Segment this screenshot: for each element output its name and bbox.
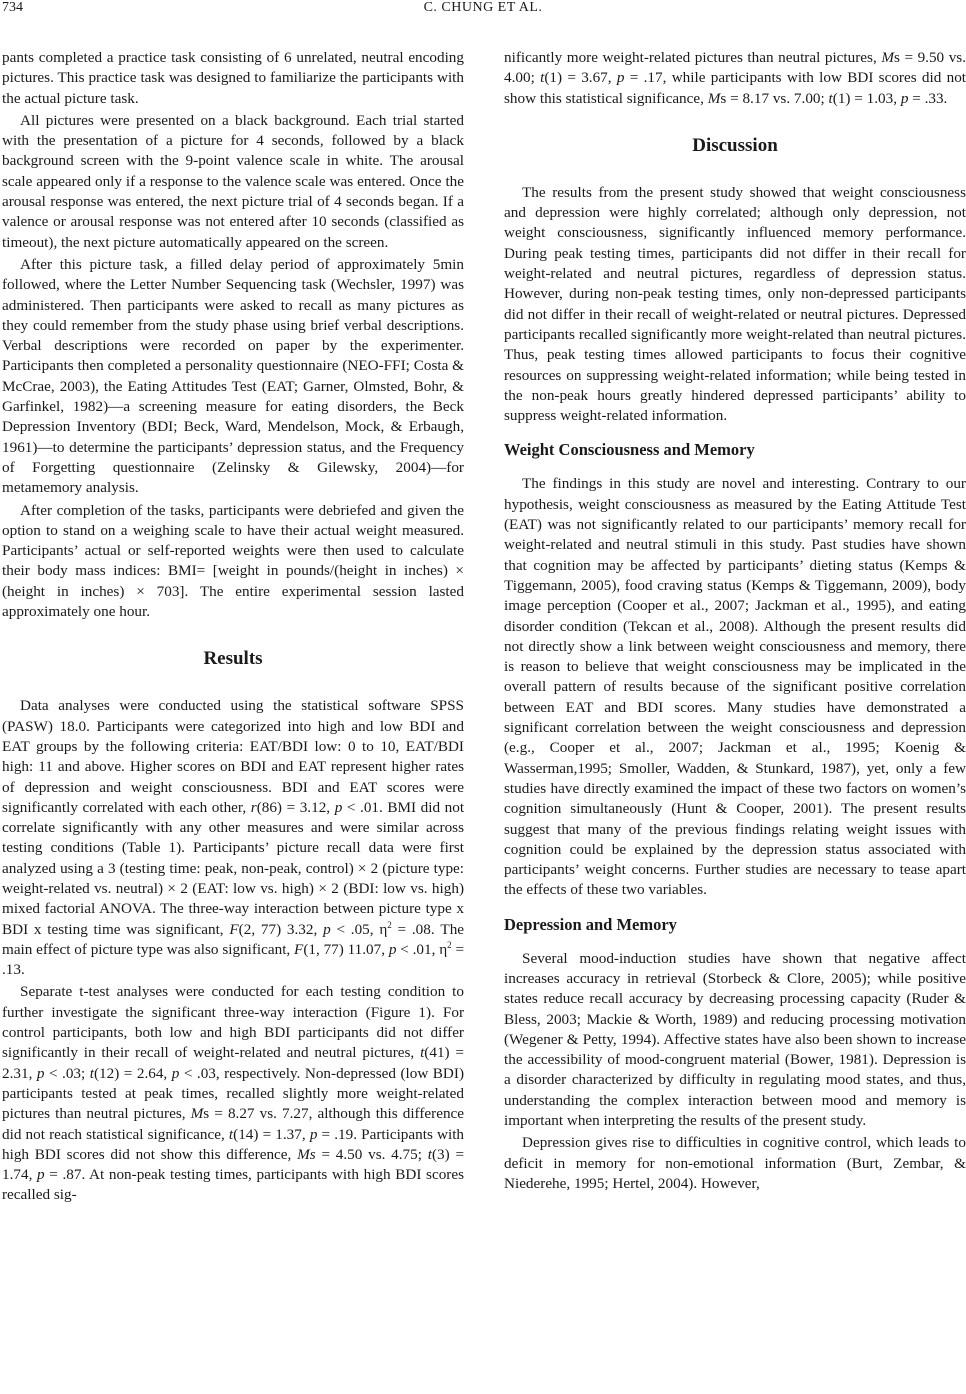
body-paragraph: Several mood-induction studies have shown that negative affect increases accuracy in retrieval (Storbeck & Clore, 2005); while positive states reduce recall accuracy by decreasing processing capacity (Ruder & Bless, 2003; Mackie & Worth, 1989) and reducing processing motivation (Wegener & Petty, 1994). Affective states have also been shown to increase the accessibility of mood-congruent material (Bower, 1981). Depression is a disorder characterized by difficulty in regulating mood states, and thus, understanding the complex interaction between mood and memory is important when interpreting the results of the present study.	[504, 949, 966, 1130]
body-paragraph: All pictures were presented on a black background. Each trial started with the presentation of a picture for 4 seconds, followed by a black background screen with the 9-point valence scale in white. The arousal scale appeared only if a response to the valence scale was entered. Once the arousal response was entered, the next picture trial of 4 seconds began. If a valence or arousal response was not entered after 10 seconds (classified as timeout), the next picture automatically appeared on the screen.	[2, 111, 464, 251]
body-paragraph: nificantly more weight-related pictures than neutral pictures, Ms = 9.50 vs. 4.00; t(1) = 3.67, p = .17, while participants with low BDI scores did not show this statistical significance, Ms = 8.17 vs. 7.00; t(1) = 1.03, p = .33.	[504, 49, 966, 107]
discussion-heading: Discussion	[692, 134, 778, 156]
results-paragraph: Data analyses were conducted using the statistical software SPSS (PASW) 18.0. Participants were categorized into high and low BDI and EAT groups by the following criteria: EAT/BDI low: 0 to 10, EAT/BDI high: 11 and above. Higher scores on BDI and EAT represent higher rates of depression and weight consciousness. BDI and EAT scores were significantly correlated with each other, r(86) = 3.12, p < .01. BMI did not correlate significantly with any other measures and were similar across testing conditions (Table 1). Participants’ picture recall data were first analyzed using a 3 (testing time: peak, non-peak, control) × 2 (picture type: weight-related vs. neutral) × 2 (EAT: low vs. high) × 2 (BDI: low vs. high) mixed factorial ANOVA. The three-way interaction between picture type x BDI x testing time was significant, F(2, 77) 3.32, p < .05, $\eta^2 = .08$. The main effect of picture type was also significant, F(1, 77) 11.07, p < .01, $\eta^2 = .13$.	[2, 697, 465, 979]
body-paragraph: After completion of the tasks, participants were debriefed and given the option to stand on a weighing scale to have their actual weight measured. Participants’ actual or self-reported weights were then used to calculate their body mass indices: BMI= [weight in pounds/(height in inches) × (height in inches) × 703]. The entire experimental session lasted approximately one hour.	[2, 501, 464, 621]
body-paragraph: The findings in this study are novel and interesting. Contrary to our hypothesis, weight consciousness as measured by the Eating Attitude Test (EAT) was not significantly related to our participants’ memory recall for weight-related and neutral stimuli in this study. Past studies have shown that cognition may be affected by participants’ dieting status (Kemps & Tiggemann, 2005), food craving status (Kemps & Tiggemann, 2009), body image perception (Cooper et al., 2007; Jackman et al., 1995), and eating disorder condition (Tekcan et al., 2008). Although the present results did not directly show a link between weight consciousness and memory, there is reason to believe that weight consciousness may be implicated in the overall pattern of results because of the significant positive correlation between EAT and BDI scores. Many studies have demonstrated a significant correlation between the weight consciousness and depression (e.g., Cooper et al., 2007; Jackman et al., 1995; Koenig & Wasserman,1995; Smoller, Wadden, & Stunkard, 1987), yet, only a few studies have directly examined the impact of these two factors on women’s cognition simultaneously (Hunt & Cooper, 2001). The present results suggest that many of the previous findings relating weight issues with cognition could be explained by the depression status associated with participants’ weight concerns. Further studies are necessary to tease apart the effects of these two variables.	[504, 475, 966, 899]
body-paragraph: After this picture task, a filled delay period of approximately 5min followed, where the Letter Number Sequencing task (Wechsler, 1997) was administered. Then participants were asked to recall as many pictures as they could remember from the study phase using brief verbal descriptions. Verbal descriptions were recorded on paper by the experimenter. Participants then completed a personality questionnaire (NEO-FFI; Costa & McCrae, 2003), the Eating Attitudes Test (EAT; Garner, Olmsted, Bohr, & Garfinkel, 1982)—a screening measure for eating disorders, the Beck Depression Inventory (BDI; Beck, Ward, Mendelson, Mock, & Erbaugh, 1961)—to determine the participants’ depression status, and the Frequency of Forgetting questionnaire (Zelinsky & Gilewsky, 2004)—for metamemory analysis.	[2, 255, 464, 497]
subheading-depression-memory: Depression and Memory	[504, 914, 677, 934]
subheading-weight-consciousness: Weight Consciousness and Memory	[504, 440, 755, 460]
left-column	[2, 48, 464, 1206]
page-number: 734	[2, 0, 23, 15]
body-paragraph: Depression gives rise to difficulties in cognitive control, which leads to deficit in memory for non-emotional information (Burt, Zembar, & Niederehe, 1995; Hertel, 2004). However,	[504, 1134, 966, 1192]
right-column	[504, 48, 966, 1194]
results-heading: Results	[203, 648, 263, 670]
body-paragraph: pants completed a practice task consisting of 6 unrelated, neutral encoding pictures. This practice task was designed to familiarize the participants with the actual picture task.	[2, 49, 464, 107]
running-head: C. CHUNG ET AL.	[423, 0, 543, 15]
page-header	[0, 0, 966, 24]
body-paragraph: The results from the present study showed that weight consciousness and depression were highly correlated; although only depression, not weight consciousness, significantly influenced memory performance. During peak testing times, participants did not differ in their recall for weight-related and neutral pictures, regardless of depression status. However, during non-peak testing times, only non-depressed participants did not differ in their recall of weight-related or neutral pictures. Depressed participants recalled significantly more weight-related than neutral pictures. Thus, peak testing times allowed participants to focus their cognitive resources on suppressing weight-related information; while being tested in the non-peak hours greatly hindered depressed participants’ ability to suppress weight-related information.	[504, 183, 966, 425]
ttest-paragraph: Separate t-test analyses were conducted for each testing condition to further investigate the significant three-way interaction (Figure 1). For control participants, both low and high BDI participants did not differ significantly in their recall of weight-related and neutral pictures, t(41) = 2.31, p < .03; t(12) = 2.64, p < .03, respectively. Non-depressed (low BDI) participants tested at peak times, recalled slightly more weight-related pictures than neutral pictures, Ms = 8.27 vs. 7.27, although this difference did not reach statistical significance, t(14) = 1.37, p = .19. Participants with high BDI scores did not show this difference, Ms = 4.50 vs. 4.75; t(3) = 1.74, p = .87. At non-peak testing times, participants with high BDI scores recalled sig-	[2, 983, 465, 1204]
